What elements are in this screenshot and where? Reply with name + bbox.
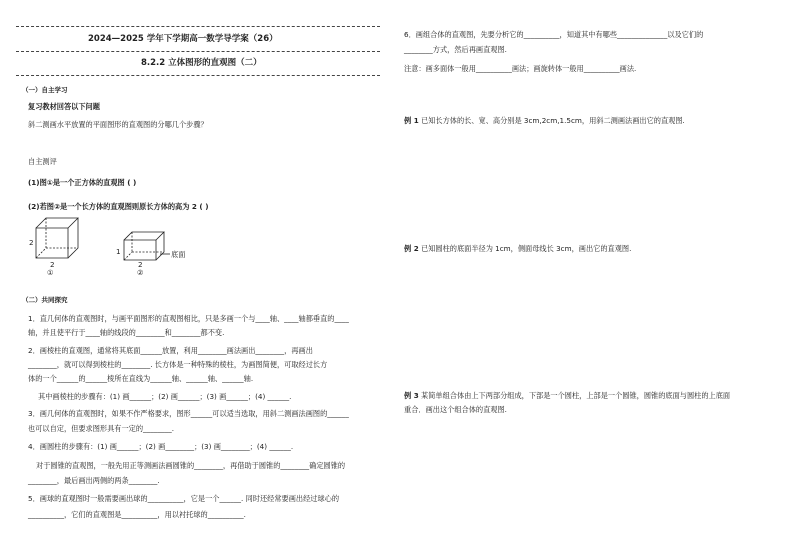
item2-line-d: 其中画棱柱的步骤有：(1) 画______；(2) 画______；(3) 画______；(4) ______. xyxy=(38,392,292,401)
item1-line-b: 轴，并且使平行于____轴的线段的________和________都不变. xyxy=(28,328,225,337)
example-2-label: 例 2 xyxy=(404,244,419,253)
item3-line-b: 也可以自定，但要求图形具有一定的________. xyxy=(28,424,175,433)
item2-line-b: ________，就可以得到棱柱的________. 长方体是一种特殊的棱柱，为画图简便，可取经过长方 xyxy=(28,360,328,369)
item3-line-a: 3．画几何体的直观图时，如果不作严格要求，图形______可以适当选取，用斜二测画法画图的______ xyxy=(28,409,349,418)
self-eval-heading: 自主测评 xyxy=(28,157,57,166)
example-3 xyxy=(404,391,730,400)
item4-line-b: 对于圆锥的直观图，一般先用正等测画法画圆锥的________，再借助于圆锥的________确定圆锥的 xyxy=(36,461,346,470)
example-3-text-b: 重合．画出这个组合体的直观图. xyxy=(404,405,507,414)
item2-line-c: 体的一个______的______棱所在直线为______轴、______轴、______轴. xyxy=(28,374,254,383)
item6-line-b: ________方式，然后再画直观图. xyxy=(404,45,507,54)
example-3-label: 例 3 xyxy=(404,391,419,400)
example-2 xyxy=(404,244,631,253)
fig2-side-label: 1 xyxy=(116,247,121,256)
example-2-text: 已知圆柱的底面半径为 1cm，侧面母线长 3cm，画出它的直观图. xyxy=(421,244,632,253)
review-heading: 复习教材回答以下问题 xyxy=(28,102,100,111)
true-false-q2: (2)若图②是一个长方体的直观图则原长方体的高为 2 ( ) xyxy=(28,202,209,211)
true-false-q1: (1)图①是一个正方体的直观图 ( ) xyxy=(28,178,137,187)
fig1-caption: ① xyxy=(47,268,54,277)
item5-line-a: 5．画球的直观图时一般需要画出球的__________，它是一个______. 同时还经常要画出经过球心的 xyxy=(28,494,340,503)
header-divider xyxy=(16,51,380,52)
note-text: 注意：画多面体一般用__________画法；画旋转体一般用__________画法. xyxy=(404,64,637,73)
fig2-base-label: 底面 xyxy=(171,250,186,259)
example-1-text: 已知长方体的长、宽、高分别是 3cm,2cm,1.5cm，用斜二测画法画出它的直观图. xyxy=(421,116,685,125)
question-text: 斜二测画水平放置的平面图形的直观图的分哪几个步骤？ xyxy=(28,120,208,129)
fig2-bottom-label: 2 xyxy=(138,260,143,269)
worksheet-title: 2024—2025 学年下学期高一数学导学案（26） xyxy=(88,34,278,44)
section-heading-explore: （二）共同探究 xyxy=(22,296,68,304)
example-1-label: 例 1 xyxy=(404,116,419,125)
item5-line-b: __________，它们的直观图是__________，用以衬托球的__________. xyxy=(28,510,246,519)
fig1-bottom-label: 2 xyxy=(50,260,55,269)
fig2-caption: ② xyxy=(137,268,144,277)
item1-line-a: 1．直几何体的直观图时，与画平面图形的直观图相比，只是多画一个与____轴、____轴都垂直的____ xyxy=(28,314,349,323)
example-1 xyxy=(404,116,685,125)
fig1-side-label: 2 xyxy=(29,238,34,247)
item6-line-a: 6．画组合体的直观图，先要分析它的__________，知道其中有哪些______________以及它们的 xyxy=(404,30,704,39)
item4-line-a: 4．画圆柱的步骤有：(1) 画______；(2) 画________；(3) 画________；(4) ______. xyxy=(28,442,294,451)
item2-line-a: 2．画棱柱的直观图，通常将其底面______放置，利用________画法画出________，再画出 xyxy=(28,346,313,355)
lesson-title: 8.2.2 立体图形的直观图（二） xyxy=(141,58,262,68)
section-heading-self-study: （一）自主学习 xyxy=(22,86,68,94)
cube-figure xyxy=(36,218,86,262)
item4-line-c: ________，最后画出两侧的两条________. xyxy=(28,476,160,485)
example-3-text-a: 某简单组合体由上下两部分组成，下部是一个圆柱，上部是一个圆锥，圆锥的底面与圆柱的上底面 xyxy=(421,391,731,400)
